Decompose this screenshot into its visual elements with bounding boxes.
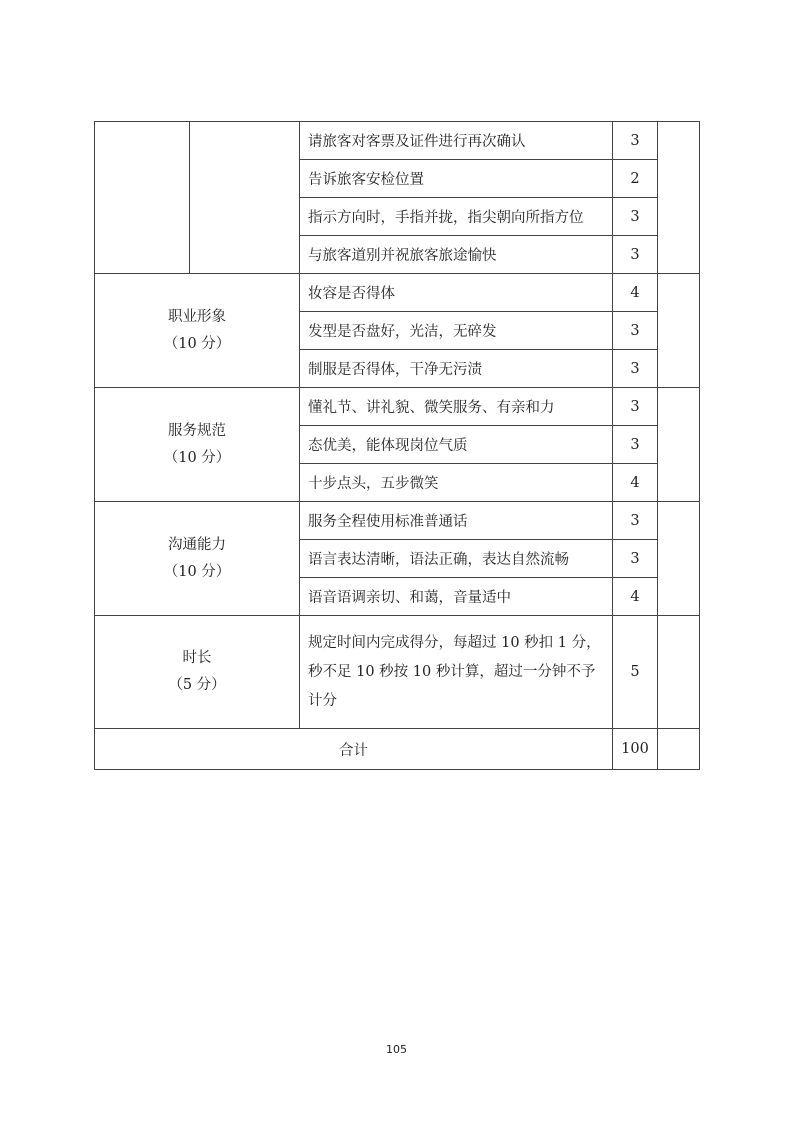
blank-cell [658, 388, 700, 502]
blank-cell [658, 616, 700, 729]
score-cell: 2 [613, 160, 658, 198]
total-row [95, 729, 700, 770]
item-cell: 发型是否盘好，光洁，无碎发 [300, 312, 613, 350]
score-cell: 4 [613, 274, 658, 312]
category-name: 沟通能力 [168, 536, 226, 553]
blank-cell [658, 274, 700, 388]
item-cell: 语言表达清晰，语法正确，表达自然流畅 [300, 540, 613, 578]
blank-cell [658, 729, 700, 770]
score-cell: 3 [613, 198, 658, 236]
category-points: （5 分） [168, 677, 226, 693]
score-cell: 3 [613, 236, 658, 274]
item-cell: 妆容是否得体 [300, 274, 613, 312]
total-label: 合计 [95, 729, 613, 770]
score-cell: 3 [613, 426, 658, 464]
blank-cell [658, 502, 700, 616]
item-cell: 态优美，能体现岗位气质 [300, 426, 613, 464]
category-cell-continued [95, 122, 190, 274]
score-cell: 3 [613, 350, 658, 388]
score-cell: 3 [613, 502, 658, 540]
score-cell: 3 [613, 388, 658, 426]
item-cell: 与旅客道别并祝旅客旅途愉快 [300, 236, 613, 274]
table-row [95, 502, 700, 540]
category-cell [95, 388, 300, 502]
category-name: 时长 [182, 650, 212, 666]
table-row [95, 616, 700, 729]
item-cell: 规定时间内完成得分，每超过 10 秒扣 1 分，秒不足 10 秒按 10 秒计算，超过一分钟不予计分 [300, 616, 613, 729]
score-cell: 3 [613, 312, 658, 350]
item-cell: 请旅客对客票及证件进行再次确认 [300, 122, 613, 160]
item-cell: 制服是否得体，干净无污渍 [300, 350, 613, 388]
category-cell [95, 616, 300, 729]
blank-cell [658, 122, 700, 274]
score-cell: 4 [613, 464, 658, 502]
item-cell: 十步点头，五步微笑 [300, 464, 613, 502]
scoring-table [94, 121, 700, 770]
category-name: 职业形象 [168, 308, 226, 325]
score-cell: 5 [613, 616, 658, 729]
item-cell: 告诉旅客安检位置 [300, 160, 613, 198]
table-row [95, 122, 700, 160]
item-cell: 懂礼节、讲礼貌、微笑服务、有亲和力 [300, 388, 613, 426]
category-name: 服务规范 [168, 422, 226, 439]
subcategory-cell-continued [190, 122, 300, 274]
table-row [95, 274, 700, 312]
category-points: （10 分） [163, 335, 231, 352]
category-cell [95, 274, 300, 388]
category-points: （10 分） [163, 449, 231, 466]
score-cell: 3 [613, 540, 658, 578]
item-cell: 指示方向时，手指并拢，指尖朝向所指方位 [300, 198, 613, 236]
score-cell: 4 [613, 578, 658, 616]
total-score: 100 [613, 729, 658, 770]
item-cell: 语音语调亲切、和蔼，音量适中 [300, 578, 613, 616]
category-cell [95, 502, 300, 616]
item-cell: 服务全程使用标准普通话 [300, 502, 613, 540]
table-row [95, 388, 700, 426]
page-number: 105 [386, 1043, 407, 1056]
category-points: （10 分） [163, 563, 231, 580]
score-cell: 3 [613, 122, 658, 160]
